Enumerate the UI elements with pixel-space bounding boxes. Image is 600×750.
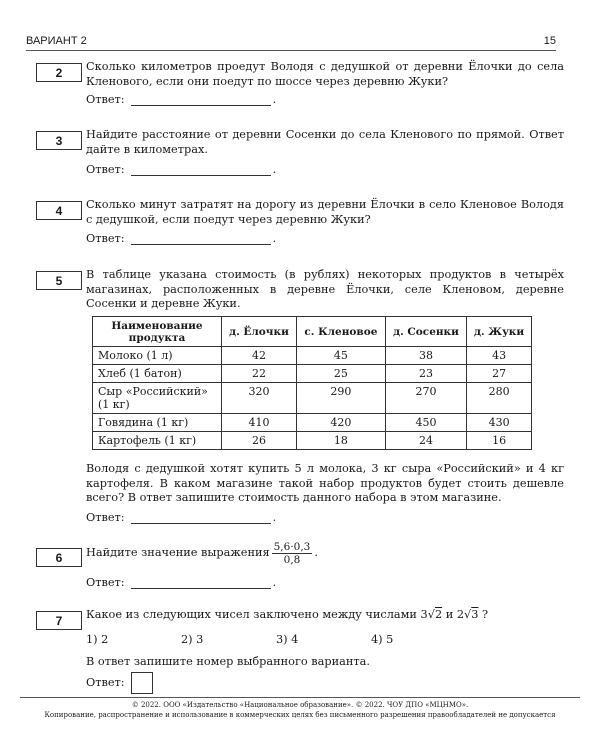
task-5	[36, 268, 564, 312]
task-text-part: и 2	[445, 608, 465, 621]
table-cell: 270	[385, 383, 466, 414]
task-2	[36, 60, 564, 89]
table-cell: 18	[296, 432, 385, 450]
task-number: 7	[36, 611, 82, 630]
task-number: 4	[36, 201, 82, 220]
task-text-body: Найдите значение выражения	[86, 545, 270, 559]
task-text: Сколько километров проедут Володя с дедушкой от деревни Ёлочки до села Кленового, если они поедут по шоссе через деревню Жуки?	[86, 60, 564, 88]
task-instruction: В ответ запишите номер выбранного варианта.	[86, 655, 370, 669]
task-number: 3	[36, 131, 82, 150]
answer-5[interactable]: Ответ: .	[86, 511, 277, 524]
answer-line[interactable]	[131, 232, 271, 245]
task-number: 2	[36, 63, 82, 82]
page-number: 15	[543, 35, 556, 47]
fraction-numerator: 5,6·0,3	[273, 540, 311, 553]
table-cell: 430	[467, 414, 532, 432]
variant-label: ВАРИАНТ 2	[26, 35, 87, 47]
answer-line[interactable]	[131, 93, 271, 106]
table-cell: 290	[296, 383, 385, 414]
table-cell: 43	[467, 347, 532, 365]
table-cell: 25	[296, 365, 385, 383]
sqrt-radicand: 2	[434, 608, 443, 621]
footer-copyright: © 2022. ООО «Издательство «Национальное образование». © 2022. ЧОУ ДПО «МЦНМО».	[131, 701, 469, 709]
task-text: В таблице указана стоимость (в рублях) некоторых продуктов в четырёх магазинах, расположенных в деревне Ёлочки, селе Кленовом, деревне Сосенки и деревне Жуки.	[86, 268, 564, 311]
prices-table	[92, 316, 532, 450]
answer-box[interactable]	[131, 672, 153, 694]
answer-label: Ответ:	[86, 232, 125, 245]
sqrt-radicand: 3	[471, 608, 479, 621]
answer-line[interactable]	[131, 163, 271, 176]
table-cell: 16	[467, 432, 532, 450]
table-cell: Хлеб (1 батон)	[93, 365, 222, 383]
sqrt-icon: √	[464, 608, 472, 621]
task-number: 6	[36, 548, 82, 567]
task-7	[36, 608, 564, 670]
answer-3[interactable]: Ответ: .	[86, 163, 277, 176]
table-cell: 450	[385, 414, 466, 432]
task-text: Найдите расстояние от деревни Сосенки до села Кленового по прямой. Ответ дайте в километрах.	[86, 128, 564, 156]
table-cell: Молоко (1 л)	[93, 347, 222, 365]
option-item[interactable]: 1) 2	[86, 632, 109, 646]
table-cell: 22	[222, 365, 297, 383]
table-header: Наименование продукта	[93, 317, 222, 347]
answer-2[interactable]: Ответ: .	[86, 93, 277, 106]
option-item[interactable]: 4) 5	[371, 632, 394, 646]
table-header: д. Жуки	[467, 317, 532, 347]
table-row	[93, 347, 532, 365]
task-text: Володя с дедушкой хотят купить 5 л молока, 3 кг сыра «Российский» и 4 кг картофеля. В каком магазине такой набор продуктов будет стоить дешевле всего? В ответ запишите стоимость данного набора в этом магазине.	[86, 462, 564, 505]
options-list	[86, 633, 564, 648]
table-cell: Картофель (1 кг)	[93, 432, 222, 450]
task-4	[36, 198, 564, 227]
page-header	[26, 28, 556, 51]
option-item[interactable]: 2) 3	[181, 632, 204, 646]
table-header: д. Ёлочки	[222, 317, 297, 347]
table-cell: 320	[222, 383, 297, 414]
task-6	[36, 538, 564, 568]
answer-line[interactable]	[131, 576, 271, 589]
table-cell: 45	[296, 347, 385, 365]
table-cell: 280	[467, 383, 532, 414]
table-cell: 24	[385, 432, 466, 450]
task-text-part: ?	[482, 608, 489, 621]
task-text	[86, 608, 564, 623]
fraction-denominator: 0,8	[283, 553, 301, 566]
task-text: Найдите значение выражения $\frac{5,6\cdot 0,3}{0,8}$ .	[86, 540, 318, 566]
table-cell: 38	[385, 347, 466, 365]
table-header: д. Сосенки	[385, 317, 466, 347]
task-text-part: Какое из следующих чисел заключено между числами 3	[86, 608, 428, 621]
expression-fraction	[272, 541, 313, 566]
table-row	[93, 365, 532, 383]
table-header: с. Кленовое	[296, 317, 385, 347]
answer-7[interactable]	[86, 672, 153, 694]
table-cell: 27	[467, 365, 532, 383]
table-row	[93, 432, 532, 450]
table-cell: 420	[296, 414, 385, 432]
answer-line[interactable]	[131, 511, 271, 524]
task-text: Сколько минут затратят на дорогу из деревни Ёлочки в село Кленовое Володя с дедушкой, если поедут через деревню Жуки?	[86, 198, 564, 226]
task-3	[36, 128, 564, 157]
task-5-question	[36, 462, 564, 506]
answer-label: Ответ:	[86, 576, 125, 589]
table-cell: 410	[222, 414, 297, 432]
answer-4[interactable]: Ответ: .	[86, 232, 277, 245]
table-cell: Говядина (1 кг)	[93, 414, 222, 432]
answer-label: Ответ:	[86, 163, 125, 176]
footer	[20, 697, 580, 720]
table-row	[93, 414, 532, 432]
answer-label: Ответ:	[86, 676, 125, 689]
sqrt-icon: √	[427, 608, 435, 621]
footer-notice: Копирование, распространение и использование в коммерческих целях без письменного разрешения правообладателей не допускается	[44, 711, 556, 719]
table-cell: 42	[222, 347, 297, 365]
answer-6[interactable]: Ответ: .	[86, 576, 277, 589]
table-cell: 26	[222, 432, 297, 450]
table-row	[93, 383, 532, 414]
table-cell: Сыр «Российский» (1 кг)	[93, 383, 222, 414]
answer-label: Ответ:	[86, 511, 125, 524]
answer-label: Ответ:	[86, 93, 125, 106]
table-cell: 23	[385, 365, 466, 383]
task-number: 5	[36, 271, 82, 290]
option-item[interactable]: 3) 4	[276, 632, 299, 646]
